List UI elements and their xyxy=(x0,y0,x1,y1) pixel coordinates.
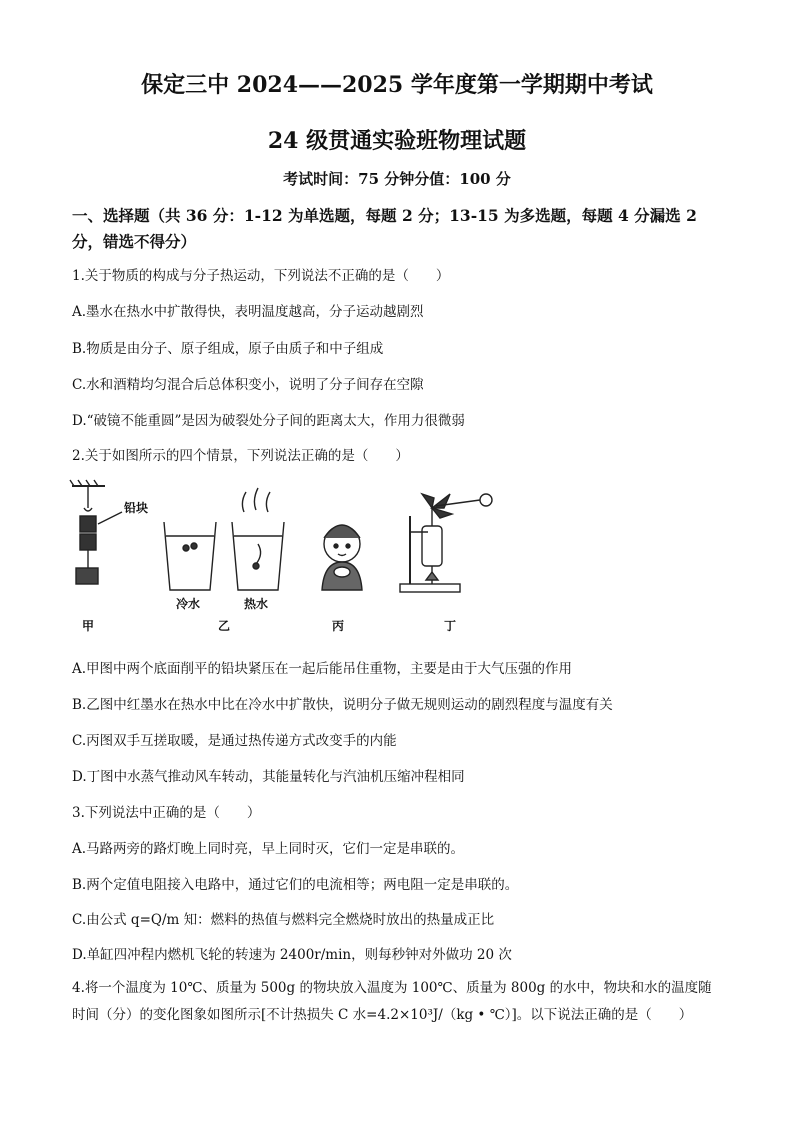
section-heading: 一、选择题（共 36 分：1-12 为单选题，每题 2 分；13-15 为多选题，每题 4 分漏选 2 分，错选不得分） xyxy=(72,206,697,251)
exam-info: 考试时间：75 分钟分值：100 分 xyxy=(283,170,511,188)
question-3-option-a: A.马路两旁的路灯晚上同时亮，早上同时灭，它们一定是串联的。 xyxy=(72,841,465,857)
exam-subtitle: 24 级贯通实验班物理试题 xyxy=(267,128,527,154)
question-2-stem: 2.关于如图所示的四个情景，下列说法正确的是（ ） xyxy=(72,448,409,464)
figure-ding-windmill-apparatus xyxy=(400,494,492,592)
figure-label-bing: 丙 xyxy=(332,619,345,633)
question-1-stem: 1.关于物质的构成与分子热运动，下列说法不正确的是（ ） xyxy=(72,268,450,284)
question-2-option-b: B.乙图中红墨水在热水中比在冷水中扩散快，说明分子做无规则运动的剧烈程度与温度有关 xyxy=(72,697,613,713)
figure-label-hot-water: 热水 xyxy=(244,597,269,611)
question-4-stem: 4.将一个温度为 10℃、质量为 500g 的物块放入温度为 100℃、质量为 800g 的水中，物块和水的温度随时间（分）的变化图象如图所示[不计热损失 C 水=4.2×10³J/（kg • ℃）]。以下说法正确的是（ ） xyxy=(72,980,712,1023)
question-3-option-c: C.由公式 q=Q/m 知：燃料的热值与燃料完全燃烧时放出的热量成正比 xyxy=(72,912,495,928)
figure-jia-lead-blocks xyxy=(70,480,122,584)
figure-label-jia: 甲 xyxy=(82,619,95,633)
question-2-option-c: C.丙图双手互搓取暖，是通过热传递方式改变手的内能 xyxy=(72,733,397,749)
figure-label-yi: 乙 xyxy=(218,619,231,633)
figure-label-ding: 丁 xyxy=(444,619,457,633)
figure-label-lead-block: 铅块 xyxy=(124,501,149,515)
question-1-option-c: C.水和酒精均匀混合后总体积变小，说明了分子间存在空隙 xyxy=(72,377,424,393)
question-1-option-b: B.物质是由分子、原子组成，原子由质子和中子组成 xyxy=(72,341,384,357)
question-1-option-a: A.墨水在热水中扩散得快，表明温度越高，分子运动越剧烈 xyxy=(72,304,424,320)
question-2-option-d: D.丁图中水蒸气推动风车转动，其能量转化与汽油机压缩冲程相同 xyxy=(72,769,465,785)
question-2-figure xyxy=(60,472,500,637)
question-3-stem: 3.下列说法中正确的是（ ） xyxy=(72,805,261,821)
question-3-option-d: D.单缸四冲程内燃机飞轮的转速为 2400r/min，则每秒钟对外做功 20 次 xyxy=(72,947,512,963)
exam-title: 保定三中 2024——2025 学年度第一学期期中考试 xyxy=(141,72,653,98)
question-2-option-a: A.甲图中两个底面削平的铅块紧压在一起后能吊住重物，主要是由于大气压强的作用 xyxy=(72,661,573,677)
question-3-option-b: B.两个定值电阻接入电路中，通过它们的电流相等；两电阻一定是串联的。 xyxy=(72,877,519,893)
figure-bing-child xyxy=(322,525,362,590)
figure-label-cold-water: 冷水 xyxy=(176,597,201,611)
question-1-option-d: D.“破镜不能重圆”是因为破裂处分子间的距离太大，作用力很微弱 xyxy=(72,413,465,429)
figure-yi-beakers xyxy=(164,488,284,590)
